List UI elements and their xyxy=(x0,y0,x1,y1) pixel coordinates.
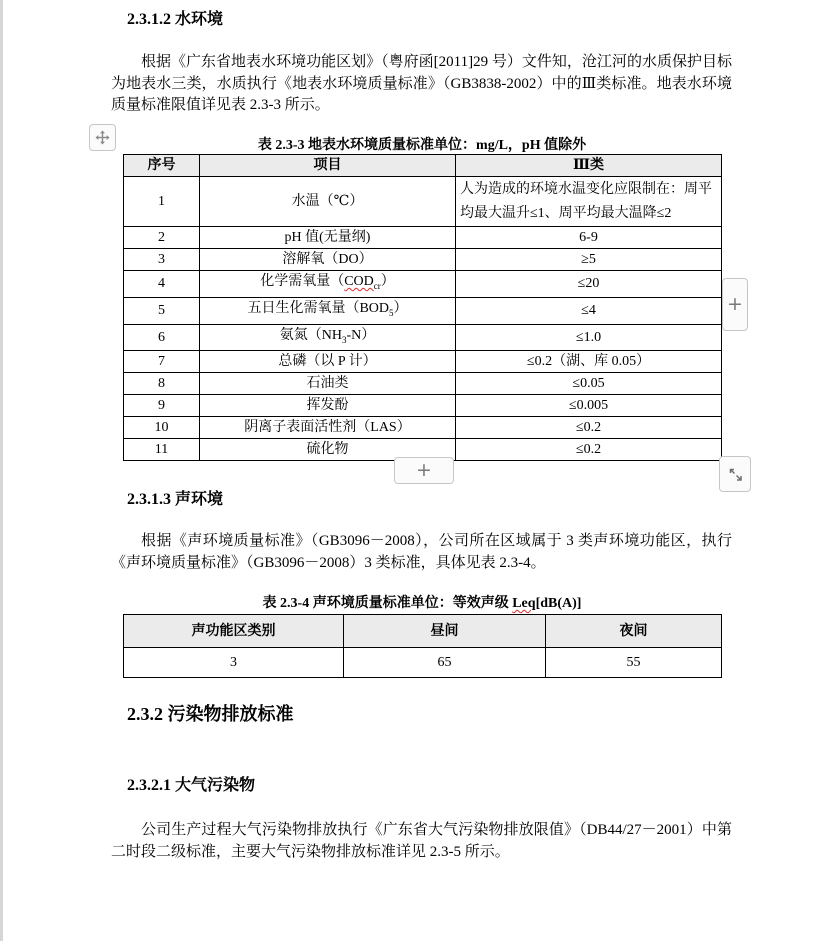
table-row xyxy=(124,227,722,249)
table-row xyxy=(124,373,722,395)
table-header-row xyxy=(124,155,722,177)
table-cell: ≤0.2 xyxy=(456,439,722,461)
table-row xyxy=(124,271,722,298)
table-cell: 石油类 xyxy=(200,373,456,395)
table-row xyxy=(124,297,722,324)
column-header-seq: 序号 xyxy=(124,155,200,177)
table-cell: 挥发酚 xyxy=(200,395,456,417)
table-cell: ≤4 xyxy=(456,297,722,324)
table-cell: 硫化物 xyxy=(200,439,456,461)
table-cell: 65 xyxy=(344,648,546,678)
table-cell: 3 xyxy=(124,648,344,678)
table-cell: 2 xyxy=(124,227,200,249)
noise-table-caption: 表 2.3-4 声环境质量标准单位：等效声级 Leq[dB(A)] xyxy=(262,596,582,611)
insert-row-button[interactable] xyxy=(394,457,454,484)
spellcheck-underlined-text: $COD_{cr}$ xyxy=(344,274,381,291)
heading-pollutant-standards: 2.3.2 污染物排放标准 xyxy=(127,704,294,724)
plus-icon: + xyxy=(416,459,432,481)
table-cell: 氨氮$(NH_3-N)$ xyxy=(200,324,456,351)
table-row xyxy=(124,249,722,271)
table-row xyxy=(124,648,722,678)
table-header-row xyxy=(124,615,722,648)
column-header-zone: 声功能区类别 xyxy=(124,615,344,648)
table-cell: ≤1.0 xyxy=(456,324,722,351)
table-row xyxy=(124,177,722,227)
heading-noise-environment: 2.3.1.3 声环境 xyxy=(127,491,224,508)
table-cell: 3 xyxy=(124,249,200,271)
column-header-class3: Ⅲ类 xyxy=(456,155,722,177)
water-table-caption: 表 2.3-3 地表水环境质量标准单位：mg/L，pH 值除外 xyxy=(257,138,587,153)
table-cell: ≥5 xyxy=(456,249,722,271)
table-cell: 五日生化需氧量$(BOD_5)$ xyxy=(200,297,456,324)
table-cell: 6-9 xyxy=(456,227,722,249)
table-cell: 6 xyxy=(124,324,200,351)
table-cell: 55 xyxy=(546,648,722,678)
table-cell: 人为造成的环境水温变化应限制在：周平均最大温升≤1、周平均最大温降≤2 xyxy=(456,177,722,227)
paragraph-water: 根据《广东省地表水环境功能区划》（粤府函[2011]29 号）文件知，沧江河的水质保护目标为地表水三类，水质执行《地表水环境质量标准》（GB3838-2002）中的Ⅲ类标准。地表水环境质量标准限值详见表 2.3-3 所示。 xyxy=(111,54,732,113)
table-cell: 总磷（以 P 计） xyxy=(200,351,456,373)
paragraph-noise: 根据《声环境质量标准》（GB3096－2008），公司所在区域属于 3 类声环境功能区，执行《声环境质量标准》（GB3096－2008）3 类标准，具体见表 2.3-4。 xyxy=(111,533,732,571)
table-cell: ≤20 xyxy=(456,271,722,298)
table-cell: 溶解氧（DO） xyxy=(200,249,456,271)
move-icon xyxy=(95,130,110,145)
table-row xyxy=(124,417,722,439)
column-header-item: 项目 xyxy=(200,155,456,177)
heading-water-environment: 2.3.1.2 水环境 xyxy=(127,11,224,28)
paragraph-air: 公司生产过程大气污染物排放执行《广东省大气污染物排放限值》（DB44/27－2001）中第二时段二级标准，主要大气污染物排放标准详见 2.3-5 所示。 xyxy=(111,822,732,860)
table-cell: 阴离子表面活性剂（LAS） xyxy=(200,417,456,439)
table-row xyxy=(124,395,722,417)
table-row xyxy=(124,351,722,373)
table-cell: ≤0.005 xyxy=(456,395,722,417)
insert-column-button[interactable] xyxy=(722,278,748,331)
table-cell: 9 xyxy=(124,395,200,417)
spellcheck-underlined-text: Leq xyxy=(512,596,536,611)
move-table-handle[interactable] xyxy=(89,124,116,151)
resize-table-handle[interactable] xyxy=(719,456,751,492)
noise-standard-table xyxy=(123,614,722,678)
table-row xyxy=(124,324,722,351)
table-cell: 化学需氧量$(COD_{cr})$ xyxy=(200,271,456,298)
resize-diagonal-icon xyxy=(726,465,745,484)
column-header-night: 夜间 xyxy=(546,615,722,648)
table-cell: 1 xyxy=(124,177,200,227)
table-cell: 8 xyxy=(124,373,200,395)
plus-icon: + xyxy=(727,293,743,315)
heading-air-pollutant: 2.3.2.1 大气污染物 xyxy=(127,777,256,794)
table-cell: ≤0.2 xyxy=(456,417,722,439)
table-cell: 水温（℃） xyxy=(200,177,456,227)
column-header-day: 昼间 xyxy=(344,615,546,648)
table-cell: 5 xyxy=(124,297,200,324)
table-cell: 10 xyxy=(124,417,200,439)
table-cell: 11 xyxy=(124,439,200,461)
table-cell: 4 xyxy=(124,271,200,298)
table-cell: ≤0.2（湖、库 0.05） xyxy=(456,351,722,373)
table-cell: 7 xyxy=(124,351,200,373)
table-cell: ≤0.05 xyxy=(456,373,722,395)
table-cell: pH 值(无量纲) xyxy=(200,227,456,249)
water-quality-table xyxy=(123,154,722,461)
